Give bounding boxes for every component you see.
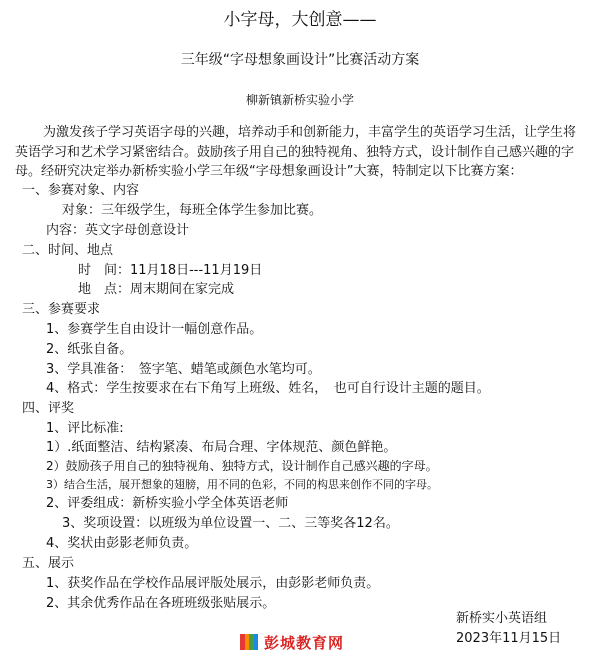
section-3-item: 4、格式：学生按要求在右下角写上班级、姓名， 也可自行设计主题的题目。	[46, 381, 490, 396]
section-3-item: 2、纸张自备。	[46, 342, 133, 357]
criteria-title: 1、评比标准:	[46, 421, 124, 436]
books-icon	[240, 634, 258, 650]
section-3-item: 3、学具准备： 签字笔、蜡笔或颜色水笔均可。	[46, 362, 321, 377]
signature-org: 新桥实小英语组	[456, 611, 548, 626]
section-5-heading: 五、展示	[22, 556, 75, 571]
section-5-item: 2、其余优秀作品在各班班级张贴展示。	[46, 596, 276, 611]
section-1-target: 对象：三年级学生，每班全体学生参加比赛。	[62, 203, 323, 218]
section-5-item: 1、获奖作品在学校作品展评版处展示，由彭影老师负责。	[46, 576, 380, 591]
criteria-item: 2）鼓励孩子用自己的独特视角、独特方式，设计制作自己感兴趣的字母。	[46, 459, 438, 473]
section-4-heading: 四、评奖	[22, 401, 75, 416]
certificates-line: 4、奖状由彭影老师负责。	[46, 536, 198, 551]
signature-date: 2023年11月15日	[456, 631, 562, 646]
watermark-logo	[240, 632, 344, 652]
page-subtitle: 三年级“字母想象画设计”比赛活动方案	[180, 52, 420, 68]
page-title: 小字母，大创意——	[223, 10, 377, 30]
watermark-text: 彭城教育网	[264, 633, 345, 652]
school-name: 柳新镇新桥实验小学	[245, 93, 354, 107]
intro-paragraph: 为激发孩子学习英语字母的兴趣，培养动手和创新能力，丰富学生的英语学习生活，让学生将英语学习和艺术学习紧密结合。鼓励孩子用自己的独特视角、独特方式，设计制作自己感兴趣的字母。经研究决定举办新桥实验小学三年级“字母想象画设计”大赛，特制定以下比赛方案：	[15, 125, 577, 179]
criteria-item: 1）.纸面整洁、结构紧凑、布局合理、字体规范、颜色鲜艳。	[46, 440, 397, 455]
judges-line: 2、评委组成：新桥实验小学全体英语老师	[46, 496, 289, 511]
section-2-heading: 二、时间、地点	[22, 243, 114, 258]
prizes-line: 3、奖项设置：以班级为单位设置一、二、三等奖各12名。	[62, 516, 399, 531]
section-2-time: 时 间：11月18日---11月19日	[78, 263, 263, 278]
section-1-content: 内容：英文字母创意设计	[46, 223, 190, 238]
section-1-heading: 一、参赛对象、内容	[22, 183, 140, 198]
section-3-item: 1、参赛学生自由设计一幅创意作品。	[46, 322, 263, 337]
section-2-place: 地 点：周末期间在家完成	[78, 282, 235, 297]
criteria-item: 3）结合生活，展开想象的翅膀，用不同的色彩，不同的构思来创作不同的字母。	[46, 478, 438, 491]
section-3-heading: 三、参赛要求	[22, 302, 101, 317]
